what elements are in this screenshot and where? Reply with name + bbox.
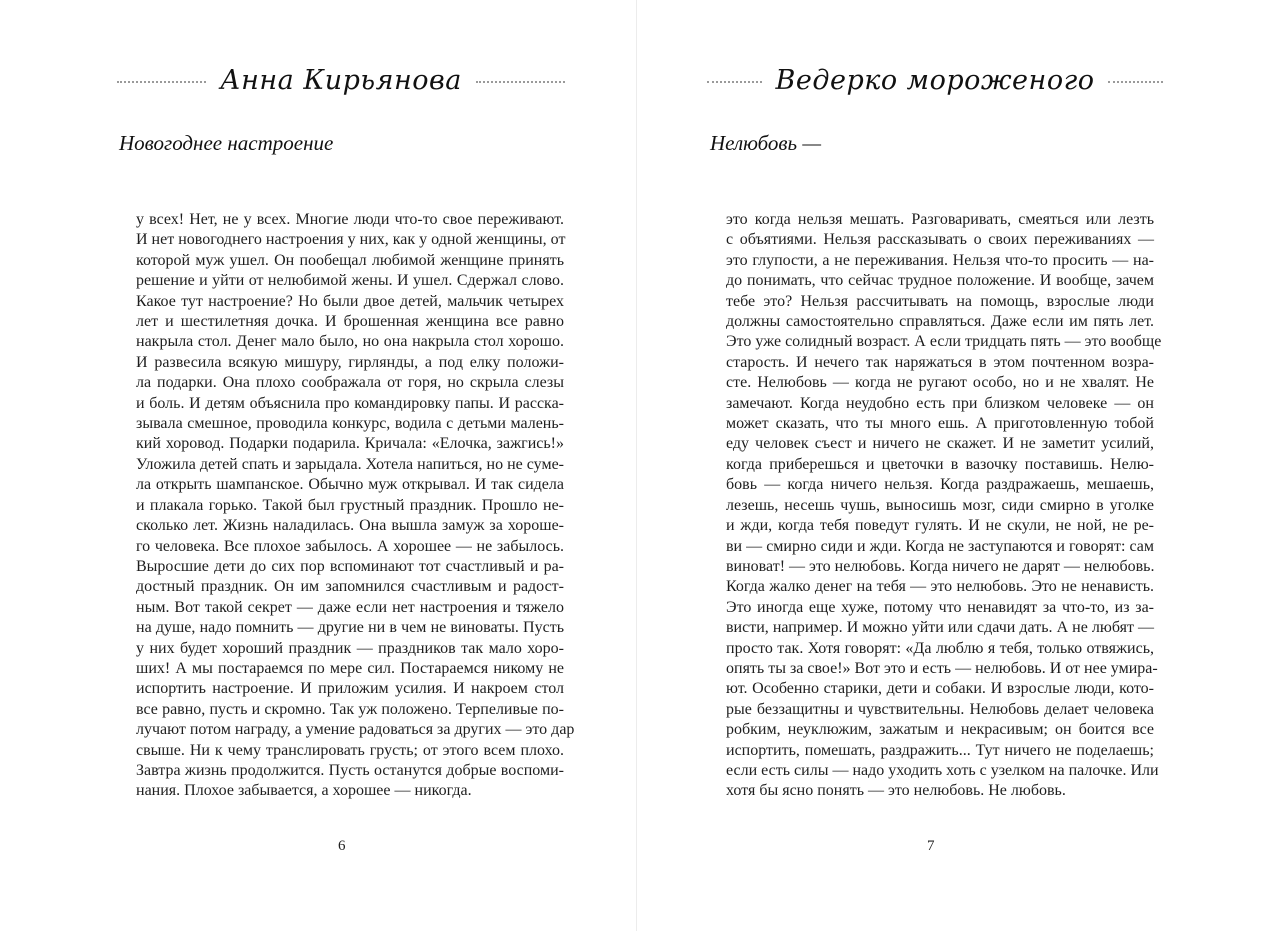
text-line: когда приберешься и цветочки в вазочку поставишь. Нелю- <box>726 455 1154 473</box>
text-line: тебе это? Нельзя рассчитывать на помощь, взрослые люди <box>726 292 1154 310</box>
right-page <box>637 0 1274 931</box>
text-line: это глупости, а не переживания. Нельзя что-то просить — на- <box>726 251 1154 269</box>
text-line: И развесила всякую мишуру, гирлянды, а под елку положи- <box>136 353 564 371</box>
text-line: Какое тут настроение? Но были двое детей, мальчик четырех <box>136 292 564 310</box>
text-line: опять ты за свое!» Вот это и есть — нелюбовь. И от нее умира- <box>726 659 1158 677</box>
left-page <box>0 0 636 931</box>
text-line: рые беззащитны и чувствительны. Нелюбовь делает человека <box>726 700 1154 718</box>
header-dotted-rule-left <box>117 81 206 83</box>
text-line: до понимать, что сейчас трудное положение. И вообще, зачем <box>726 272 1154 290</box>
text-line: и жди, когда тебя поведут гулять. И не скули, не ной, не ре- <box>726 517 1154 535</box>
text-line: нания. Плохое забывается, а хорошее — никогда. <box>136 782 472 800</box>
text-line: накрыла стол. Денег мало было, но она накрыла стол хорошо. <box>136 333 564 351</box>
text-line: ным. Вот такой секрет — даже если нет настроения и тяжело <box>136 598 564 616</box>
text-line: замечают. Когда неудобно есть при близком человеке — он <box>726 394 1154 412</box>
text-line: Выросшие дети до сих пор вспоминают тот счастливый и ра- <box>136 557 564 575</box>
header-dotted-rule-right <box>476 81 565 83</box>
text-line: может сказать, что ты много ешь. А приготовленную тобой <box>726 415 1154 433</box>
text-line: испортить настроение. И приложим усилия. И накроем стол <box>136 680 564 698</box>
header-dotted-rule-right <box>1108 81 1163 83</box>
text-line: испортить, помешать, раздражить... Тут ничего не поделаешь; <box>726 741 1154 759</box>
book-running-title: Ведерко мороженого <box>775 64 1095 96</box>
header-dotted-rule-left <box>707 81 762 83</box>
text-line: все равно, пусть и скромно. Так уж положено. Терпеливые по- <box>136 700 564 718</box>
text-line: и боль. И детям объяснила про командировку папы. И расска- <box>136 394 564 412</box>
text-line: виноват! — это нелюбовь. Когда ничего не дарят — нелюбовь. <box>726 557 1155 575</box>
text-line: которой муж ушел. Он пообещал любимой женщине принять <box>136 251 564 269</box>
text-line: сте. Нелюбовь — когда не ругают особо, но и не хвалят. Не <box>726 374 1154 392</box>
right-body-text <box>726 210 1162 802</box>
text-line: свыше. Ни к чему транслировать грусть; от этого всем плохо. <box>136 741 564 759</box>
text-line: Завтра жизнь продолжится. Пусть останутся добрые воспоми- <box>136 761 564 779</box>
text-line: Это уже солидный возраст. А если тридцать пять — это вообще <box>726 333 1162 351</box>
text-line: у них будет хороший праздник — праздников так мало хоро- <box>136 639 564 657</box>
text-line: и плакала горько. Такой был грустный праздник. Прошло не- <box>136 496 564 514</box>
text-line: лучают потом награду, а умение радоваться за других — это дар <box>136 721 575 739</box>
left-page-number: 6 <box>338 838 346 854</box>
text-line: достный праздник. Он им запомнился счастливым и радост- <box>136 578 564 596</box>
text-line: зывала смешное, проводила конкурс, водила с детьми малень- <box>136 415 564 433</box>
text-line: ших! А мы постараемся по мере сил. Постараемся никому не <box>136 659 564 677</box>
text-line: бовь — когда ничего нельзя. Когда раздражаешь, мешаешь, <box>726 476 1154 494</box>
text-line: решение и уйти от нелюбимой жены. И ушел. Сдержал слово. <box>136 272 564 290</box>
text-line: Это иногда еще хуже, потому что ненавидят за что-то, из за- <box>726 598 1154 616</box>
text-line: ла открыть шампанское. Обычно муж открывал. И так сидела <box>136 476 564 494</box>
right-chapter-title: Нелюбовь — <box>710 131 822 155</box>
right-running-header <box>707 52 1163 108</box>
author-running-title: Анна Кирьянова <box>220 64 462 96</box>
text-line: с объятиями. Нельзя рассказывать о своих переживаниях — <box>726 231 1154 249</box>
text-line: должны самостоятельно справляться. Даже если им пять лет. <box>726 313 1154 331</box>
left-body-text <box>136 210 575 802</box>
text-line: если есть силы — надо уходить хоть с узелком на палочке. Или <box>726 761 1159 779</box>
text-line: лезешь, несешь чушь, выносишь мозг, сиди смирно в уголке <box>726 496 1154 514</box>
text-line: висти, например. И можно уйти или сдачи дать. А не любят — <box>726 619 1154 637</box>
text-line: на душе, надо помнить — другие ни в чем не виноваты. Пусть <box>136 619 564 637</box>
text-line: ла подарки. Она плохо соображала от горя, но скрыла слезы <box>136 374 564 392</box>
left-chapter-title: Новогоднее настроение <box>119 131 334 155</box>
text-line: это когда нельзя мешать. Разговаривать, смеяться или лезть <box>726 211 1154 228</box>
text-line: го человека. Все плохое забылось. А хорошее — не забылось. <box>136 537 564 555</box>
text-line: робким, неуклюжим, зажатым и некрасивым; он боится все <box>726 721 1154 739</box>
left-running-header <box>117 52 565 108</box>
text-line: И нет новогоднего настроения у них, как у одной женщины, от <box>136 231 566 249</box>
text-line: лет и шестилетняя дочка. И брошенная женщина все равно <box>136 313 564 331</box>
text-line: Уложила детей спать и зарыдала. Хотела напиться, но не суме- <box>136 455 564 473</box>
text-line: Когда жалко денег на тебя — это нелюбовь. Это не ненависть. <box>726 578 1154 596</box>
text-line: просто так. Хотя говорят: «Да люблю я тебя, только отвяжись, <box>726 639 1154 657</box>
text-line: ви — смирно сиди и жди. Когда не заступаются и говорят: сам <box>726 537 1154 555</box>
text-line: старость. И нечего так наряжаться в этом почтенном возра- <box>726 353 1154 371</box>
right-page-number: 7 <box>927 838 935 854</box>
text-line: у всех! Нет, не у всех. Многие люди что-то свое переживают. <box>136 211 564 228</box>
text-line: ют. Особенно старики, дети и собаки. И взрослые люди, кото- <box>726 680 1154 698</box>
text-line: сколько лет. Жизнь наладилась. Она вышла замуж за хороше- <box>136 517 564 535</box>
text-line: кий хоровод. Подарки подарила. Кричала: «Елочка, зажгись!» <box>136 435 564 453</box>
text-line: еду человек съест и ничего не скажет. И не заметит усилий, <box>726 435 1154 453</box>
text-line: хотя бы ясно понять — это нелюбовь. Не любовь. <box>726 782 1066 800</box>
